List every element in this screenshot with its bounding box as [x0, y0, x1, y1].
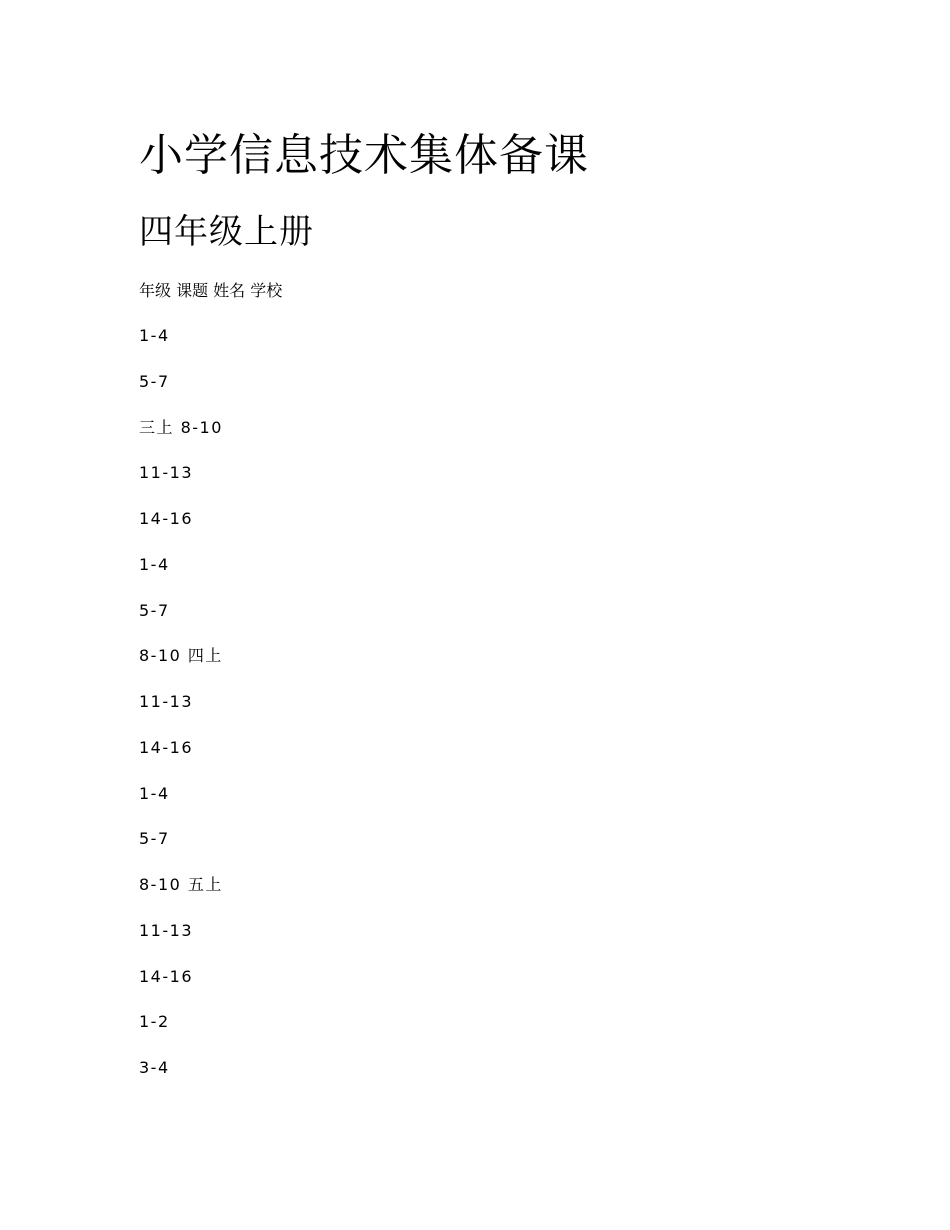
lesson-range-row: 11-13 [139, 920, 193, 940]
lesson-range-row: 14-16 [139, 966, 193, 986]
lesson-range-row: 1-4 [139, 326, 170, 345]
lesson-range-row: 14-16 [139, 509, 193, 528]
document-subtitle: 四年级上册 [139, 212, 314, 252]
lesson-range-row: 5-7 [139, 829, 170, 849]
lesson-range-row: 1-2 [139, 1012, 170, 1032]
lesson-range-row: 1-4 [139, 554, 170, 574]
lesson-range-row: 1-4 [139, 783, 170, 803]
lesson-range-row: 14-16 [139, 737, 193, 757]
document-title: 小学信息技术集体备课 [139, 130, 589, 181]
lesson-range-row: 三上 8-10 [139, 417, 223, 437]
lesson-range-row: 8-10 五上 [139, 875, 223, 894]
lesson-range-row: 5-7 [139, 600, 170, 620]
table-header-line: 年级 课题 姓名 学校 [139, 281, 283, 300]
lesson-range-row: 11-13 [139, 692, 193, 711]
lesson-range-list [139, 325, 223, 1103]
lesson-range-row: 11-13 [139, 463, 193, 483]
lesson-range-row: 5-7 [139, 371, 170, 391]
lesson-range-row: 3-4 [139, 1058, 170, 1077]
lesson-range-row: 8-10 四上 [139, 646, 223, 666]
